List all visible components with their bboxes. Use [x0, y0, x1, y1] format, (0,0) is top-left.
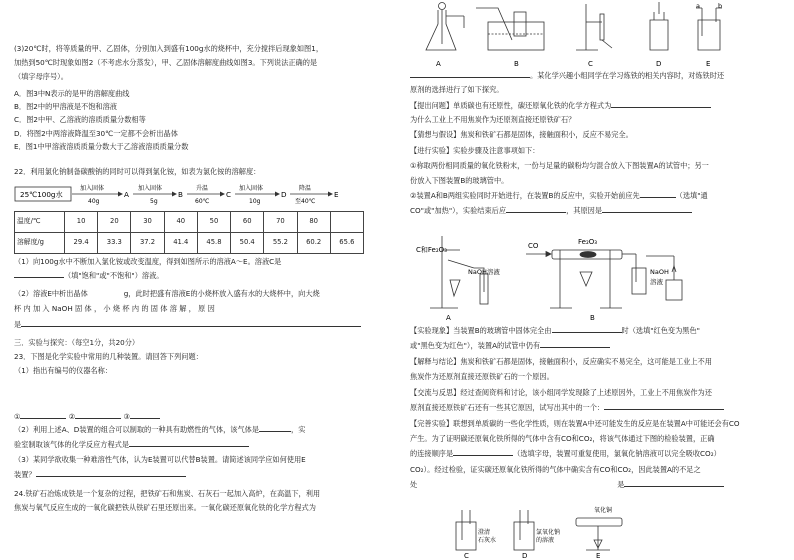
q23-2b-inner: 验室制取该气体的化学反应方程式是 — [14, 440, 130, 449]
q22-1-text: （1）向100g水中不断加入氯化铵或改变温度，得到如图所示的溶液A～E。溶液C是 — [14, 257, 282, 266]
q22-2c-text — [14, 320, 398, 330]
q23-3-text: （3）某同学欲收集一种难溶性气体，认为E装置可以代替B装置。请简述该同学应如何使用E — [14, 455, 306, 464]
apparatus-d — [650, 2, 668, 50]
option-d: D．将图2中两溶液降温至30℃一定都不会析出晶体 — [14, 129, 178, 138]
q23-3b-inner: 装置？ — [14, 470, 36, 479]
fig-label-co: CO — [528, 242, 539, 250]
fig-label-a: A — [446, 314, 451, 322]
blank-mark-3: ③ — [123, 412, 130, 421]
q22-2b-text: 杯 内 加 入 NaOH 固 体 ， 小 烧 杯 内 的 固 体 溶 解 ， 原 因 — [14, 304, 215, 313]
label-b: B — [514, 60, 519, 68]
table-cell: 60.2 — [297, 233, 330, 254]
observation-3 — [410, 341, 786, 351]
label-e-b: b — [718, 2, 723, 10]
extension-5-inner: 处 — [410, 480, 418, 489]
fig-label-naoh2a: NaOH — [650, 268, 669, 276]
tube-e — [576, 518, 622, 550]
q23-2-inner: （2）利用上述A、D装置的组合可以制取的一种具有助燃性的气体，该气体是 — [14, 425, 260, 434]
label-e-a: a — [696, 2, 700, 10]
experiment-2c-inner: CO"或"加热"），实验结束后应 — [410, 206, 507, 215]
experiment-1b: 份放入下图装置B的玻璃管中。 — [410, 176, 509, 185]
label-e-top: 氧化铜 — [594, 507, 613, 514]
conclusion-2: 焦炭作为还原剂直接还原铁矿石的一个原因。 — [410, 372, 554, 381]
flow-s2-bot: 5g — [150, 198, 158, 205]
answer-blank[interactable] — [640, 191, 676, 198]
answer-blank[interactable] — [453, 449, 513, 456]
label-e: E — [706, 60, 711, 68]
label-bottom-d: D — [522, 552, 528, 560]
option-c: C．图2中甲、乙溶液的溶质质量分数相等 — [14, 115, 146, 124]
label-d-b: 的溶液 — [536, 537, 555, 544]
option-a: A．图3中N表示的是甲的溶解度曲线 — [14, 89, 130, 98]
flow-s1-bot: 40g — [88, 198, 100, 205]
intro-inner: 。某化学兴趣小组同学在学习炼铁的相关内容时，对炼铁时还 — [530, 71, 725, 80]
apparatus-figure-a-e — [416, 0, 736, 72]
experiment-figure-ab — [410, 222, 786, 322]
extension-3-inner: 的连接顺序是 — [410, 449, 454, 458]
extension-3b: （选填字母，装置可重复使用，氯氧化钠溶液可以完全吸收CO₂） — [513, 449, 721, 458]
table-cell: 50.4 — [231, 233, 264, 254]
option-e: E．图1中甲溶液溶质质量分数大于乙溶液溶质质量分数 — [14, 142, 189, 151]
q23-1-text: （1）指出有编号的仪器名称： — [14, 366, 113, 375]
table-cell: 65.6 — [330, 233, 363, 254]
question-title-inner: 【提出问题】单质碳也有还原性，碳还原氧化铁的化学方程式为 — [410, 101, 612, 110]
answer-blank[interactable] — [611, 101, 711, 108]
experiment-title: 【进行实验】实验步骤及注意事项如下： — [410, 146, 540, 155]
observation — [410, 326, 786, 336]
answer-blank[interactable] — [259, 425, 291, 432]
experiment-2-inner: ②装置A和B两组实验同时开始进行，在装置B的反应中，实验开始前应先 — [410, 191, 640, 200]
answer-blank[interactable] — [506, 206, 566, 213]
answer-blank[interactable] — [604, 403, 724, 410]
q23-text: 23．下图是化学实验中常用的几种装置。请回答下列问题： — [14, 352, 203, 361]
conclusion: 【解释与结论】焦炭和铁矿石都是固体，接触面积小，反应确实不易完全，这可能是工业上不用 — [410, 357, 712, 366]
answer-blank[interactable] — [20, 412, 66, 419]
label-c: C — [588, 60, 593, 68]
observation-inner: 【实验现象】当装置B的玻璃管中固体完全由 — [410, 326, 552, 335]
flow-start: 25℃100g水 — [20, 190, 63, 199]
table-row — [15, 233, 364, 254]
blank-mark-2: ② — [68, 412, 76, 421]
table-cell: 41.4 — [164, 233, 197, 254]
blank-mark-1: ① — [14, 412, 21, 421]
experiment-2d: ，其原因是 — [566, 206, 603, 215]
flow-node-d: D — [281, 190, 287, 199]
answer-blank[interactable] — [75, 412, 121, 419]
apparatus-a — [426, 3, 464, 51]
bottle-c — [456, 510, 476, 550]
q21-3b-text: 加热到50℃时现象如图2（不考虑水分蒸发），甲、乙固体溶解度曲线如图3。下列说法正确的是 — [14, 58, 318, 67]
label-c-a: 澄清 — [478, 529, 491, 536]
q21-3-text: (3)20℃时，将等质量的甲、乙固体，分别加入到盛有100g水的烧杯中，充分搅拌后现象如图1， — [14, 44, 324, 53]
fig-label-cfe: C和Fe₂O₃ — [416, 246, 447, 254]
flow-s2-top: 加入固体 — [138, 185, 163, 192]
observation-3-inner: 或"黑色变为红色"），装置A的试管中仍有 — [410, 341, 541, 350]
experiment-1: ①称取两份相同质量的氧化铁粉末，一份与足量的碳粉均匀混合放入下图装置A的试管中；另一 — [410, 161, 709, 170]
reflection-2-inner: 原剂直接还原铁矿石还有一些其它原因，试写出其中的一个： — [410, 403, 605, 412]
option-b: B．图2中的甲溶液是不饱和溶液 — [14, 102, 117, 111]
left-column — [14, 0, 398, 560]
extension: 【完善实验】联想到单质碳的一些化学性质，则在装置A中还可能发生的反应是在装置A中可能还会有CO — [410, 419, 740, 428]
right-column — [410, 0, 786, 560]
label-d: D — [656, 60, 662, 68]
question-title2: 为什么工业上不用焦炭作为还原剂直接还原铁矿石？ — [410, 115, 576, 124]
apparatus-c — [576, 4, 612, 50]
q23-blanks — [14, 412, 398, 422]
flow-node-b: B — [178, 190, 183, 199]
answer-blank[interactable] — [21, 320, 361, 327]
question-title — [410, 101, 786, 111]
table-cell: 40 — [164, 212, 197, 233]
q23-3b-text — [14, 470, 398, 480]
q21-3c-text: （填字母序号）。 — [14, 72, 68, 81]
dissolution-flow-diagram — [14, 182, 374, 208]
table-cell: 60 — [231, 212, 264, 233]
extension-3 — [410, 449, 786, 459]
q22-1b-inner: （填"饱和"或"不饱和"）溶液。 — [64, 271, 164, 280]
answer-blank[interactable] — [540, 341, 610, 348]
table-cell: 10 — [65, 212, 98, 233]
table-row — [15, 212, 364, 233]
table-cell: 80 — [297, 212, 330, 233]
q23-2-text — [14, 425, 398, 435]
flow-node-c: C — [226, 190, 232, 199]
q24-text: 24.铁矿石冶炼成铁是一个复杂的过程，把铁矿石和焦炭、石灰石一起加入高炉，在高温下，利用 — [14, 489, 321, 498]
label-c-b: 石灰水 — [478, 537, 497, 544]
flow-s5-top: 降温 — [299, 185, 312, 192]
extension-5 — [410, 480, 786, 490]
fig-label-b: B — [590, 314, 595, 322]
apparatus-b — [476, 8, 544, 50]
solubility-table — [14, 211, 364, 254]
flow-s4-top: 加入固体 — [239, 185, 264, 192]
table-cell: 55.2 — [264, 233, 297, 254]
bottle-d — [514, 510, 534, 550]
fig-label-fe2o3: Fe₂O₃ — [578, 238, 598, 246]
reflection: 【交流与反思】经过查阅资料和讨论，该小组同学发现除了上述原因外，工业上不用焦炭作为还 — [410, 388, 712, 397]
q22-1b-text — [14, 271, 398, 281]
flow-s3-top: 升温 — [196, 185, 209, 192]
q22-text: 22．利用氯化钠制备碳酸钠的同时可以得到氯化铵，如表为氯化铵的溶解度： — [14, 167, 261, 176]
label-a: A — [436, 60, 441, 68]
extension-5b: 是 — [617, 480, 625, 489]
extension-2: 产生。为了证明碳还原氧化铁所得的气体中含有CO和CO₂，将该气体通过下图的检验装置，正确 — [410, 434, 715, 443]
label-d-a: 氯氧化钠 — [536, 529, 561, 536]
answer-blank[interactable] — [36, 470, 186, 477]
q22-2-text: （2）溶液E中析出晶体 g，此时把盛有溶液E的小烧杯放入盛有水的大烧杯中，向大烧 — [14, 289, 320, 298]
answer-blank[interactable] — [130, 412, 160, 419]
table-cell: 20 — [98, 212, 131, 233]
table-row-label: 溶解度/g — [15, 233, 65, 254]
observation-2: 时（选填"红色变为黑色" — [621, 326, 700, 335]
flow-s5-bot: 至40℃ — [295, 198, 316, 205]
table-row-label: 温度/℃ — [15, 212, 65, 233]
q23-2-end: ，实 — [291, 425, 306, 434]
fig-label-naoh1: NaOH溶液 — [468, 268, 500, 276]
table-cell: 37.2 — [131, 233, 164, 254]
intro2-text: 原剂的选择进行了如下探究。 — [410, 85, 504, 94]
answer-blank[interactable] — [129, 440, 249, 447]
table-cell: 30 — [131, 212, 164, 233]
answer-blank[interactable] — [14, 271, 64, 278]
experiment-2b: （选填"通 — [675, 191, 708, 200]
table-cell: 33.3 — [98, 233, 131, 254]
q23-2b-text — [14, 440, 398, 450]
q22-2c-inner: 是 — [14, 320, 22, 329]
answer-blank[interactable] — [624, 480, 724, 487]
extension-4: CO₂）。经过检验，证实碳还原氧化铁所得的气体中确实含有CO和CO₂，因此装置A的不足之 — [410, 465, 701, 474]
intro-text — [410, 71, 786, 81]
section-3-title: 三．实验与探究：（每空1分，共20分） — [14, 338, 140, 347]
table-cell: 70 — [264, 212, 297, 233]
flow-s3-bot: 60℃ — [195, 198, 210, 205]
fig-label-naoh2b: 溶液 — [650, 278, 663, 286]
label-bottom-c: C — [464, 552, 469, 560]
flow-node-e: E — [334, 190, 339, 199]
answer-blank[interactable] — [552, 326, 622, 333]
table-cell: 29.4 — [65, 233, 98, 254]
experiment-2c — [410, 206, 786, 216]
flow-s1-top: 加入固体 — [80, 185, 105, 192]
q24b-text: 焦炭与氧气反应生成的一氧化碳把铁从铁矿石里还原出来。一氧化碳还原氧化铁的化学方程式为 — [14, 503, 316, 512]
experiment-2 — [410, 191, 786, 201]
table-cell: 50 — [197, 212, 230, 233]
hypothesis: 【猜想与假设】焦炭和铁矿石都是固体，接触面积小，反应不易完全。 — [410, 130, 633, 139]
apparatus-e — [696, 8, 722, 50]
gas-test-figure — [450, 500, 650, 560]
table-cell: 45.8 — [197, 233, 230, 254]
label-bottom-e: E — [596, 552, 601, 560]
answer-blank[interactable] — [410, 71, 530, 78]
answer-blank[interactable] — [602, 206, 692, 213]
flow-node-a: A — [124, 190, 129, 199]
reflection-2 — [410, 403, 786, 413]
table-cell — [330, 212, 363, 233]
flow-s4-bot: 10g — [249, 198, 261, 205]
